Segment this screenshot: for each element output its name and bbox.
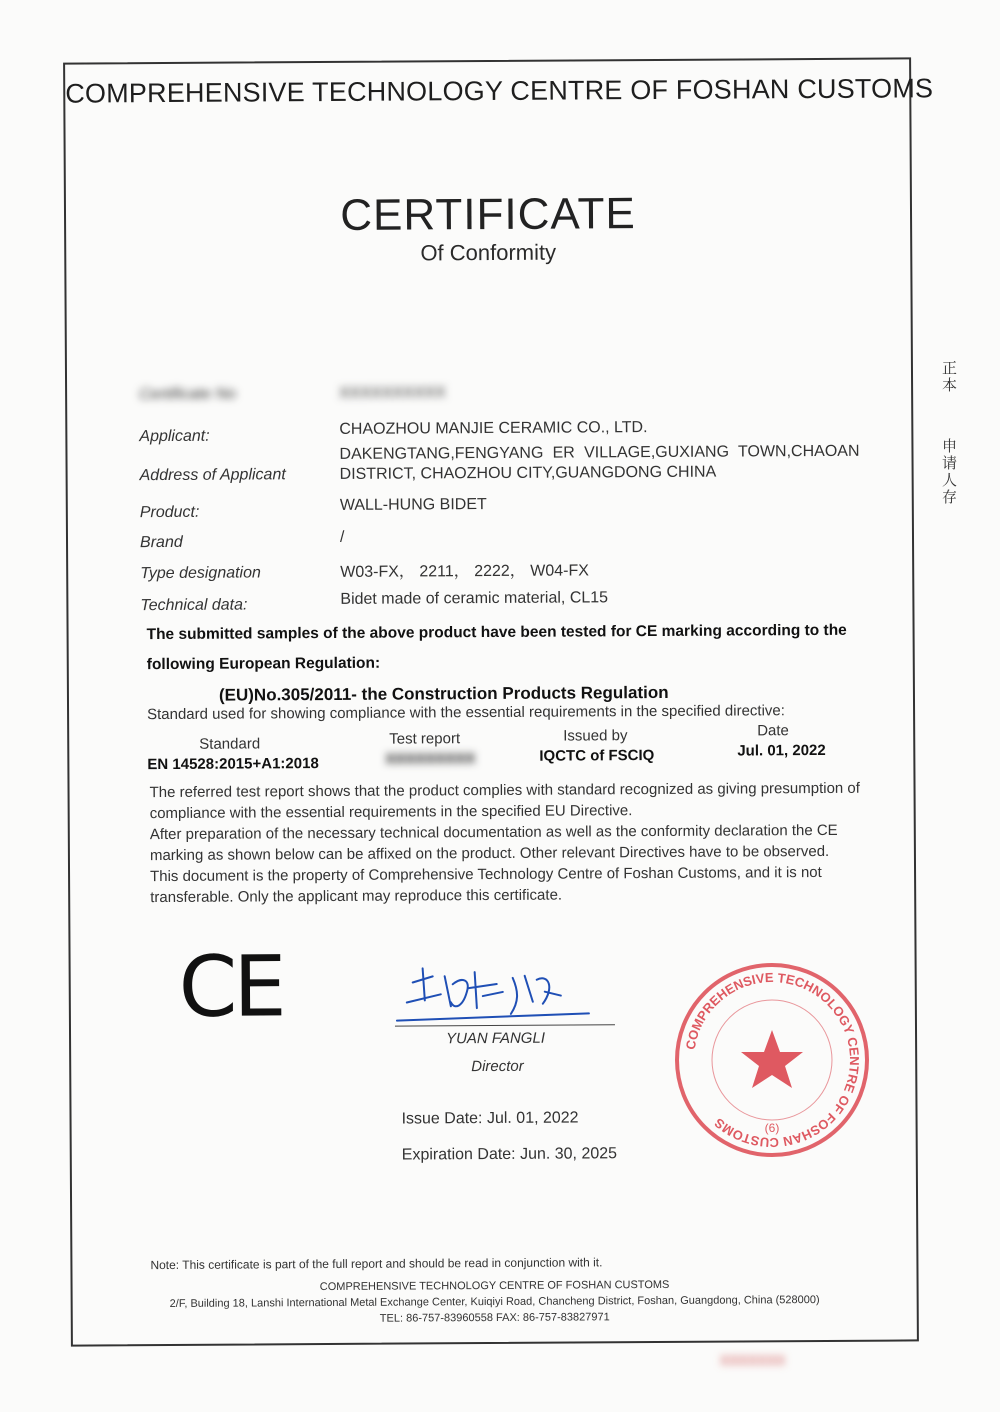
- paragraph-1: The referred test report shows that the product complies with standard recognized as giving presumption of compliance with the essential requirements in the specified EU Directive.: [149, 779, 860, 823]
- official-stamp: [672, 960, 872, 1160]
- certificate-title: CERTIFICATE: [340, 189, 636, 240]
- standard-value: EN 14528:2015+A1:2018: [147, 755, 319, 774]
- side-mark-applicant-copy: 申请人存: [940, 438, 958, 506]
- col-date-header: Date: [757, 722, 789, 740]
- signer-role: Director: [471, 1057, 524, 1076]
- product-label: Product:: [139, 503, 200, 522]
- address-label: Address of Applicant: [139, 466, 286, 485]
- side-mark-original: 正本: [940, 360, 958, 394]
- certificate-no-label: Certificate No: [139, 385, 237, 404]
- signature-line: [395, 1024, 615, 1026]
- brand-label: Brand: [139, 533, 183, 552]
- expiration-date: Expiration Date: Jun. 30, 2025: [401, 1145, 618, 1164]
- product-value: WALL-HUNG BIDET: [339, 496, 487, 514]
- applicant-label: Applicant:: [139, 427, 210, 446]
- footer-contact: TEL: 86-757-83960558 FAX: 86-757-83827971: [379, 1311, 610, 1325]
- issue-date: Issue Date: Jul. 01, 2022: [401, 1109, 579, 1128]
- paragraph-3: This document is the property of Comprehensive Technology Centre of Foshan Customs, and it is not transferable. Only the applicant may reproduce this certificate.: [150, 863, 822, 907]
- technical-label: Technical data:: [140, 596, 248, 615]
- date-value: Jul. 01, 2022: [737, 741, 826, 760]
- col-issued-header: Issued by: [563, 727, 628, 745]
- col-standard-header: Standard: [199, 735, 261, 753]
- test-statement: The submitted samples of the above product have been tested for CE marking according to the following European Regulation:: [146, 621, 847, 674]
- bottom-serial: XXXXXXX: [720, 1352, 786, 1368]
- standard-note: Standard used for showing compliance with the essential requirements in the specified directive:: [147, 702, 785, 724]
- ce-mark: CE: [178, 937, 283, 1036]
- type-value: W03-FX， 2211， 2222， W04-FX: [340, 562, 589, 581]
- svg-text:COMPREHENSIVE TECHNOLOGY CENTR: COMPREHENSIVE TECHNOLOGY CENTRE OF FOSHAN CUSTOMS: [682, 969, 863, 1151]
- footer-org: COMPREHENSIVE TECHNOLOGY CENTRE OF FOSHAN CUSTOMS: [319, 1278, 670, 1294]
- type-label: Type designation: [140, 564, 261, 583]
- col-report-header: Test report: [389, 730, 461, 748]
- applicant-value: CHAOZHOU MANJIE CERAMIC CO., LTD.: [339, 419, 648, 438]
- signature-image: [393, 961, 593, 1026]
- certificate-subtitle: Of Conformity: [420, 239, 557, 266]
- certificate-no-value: XXXXXXXXXX: [339, 384, 446, 402]
- technical-value: Bidet made of ceramic material, CL15: [340, 589, 609, 608]
- address-value: DAKENGTANG,FENGYANG ER VILLAGE,GUXIANG TOWN,CHAOAN DISTRICT, CHAOZHOU CITY,GUANGDONG CHINA: [339, 442, 860, 483]
- svg-text:(6): (6): [764, 1121, 780, 1135]
- issued-value: IQCTC of FSCIQ: [539, 747, 655, 765]
- signer-name: YUAN FANGLI: [446, 1029, 546, 1048]
- footer-address: 2/F, Building 18, Lanshi International Metal Exchange Center, Kuiqiyi Road, Chancheng District, Foshan, Guangdong, China (528000): [169, 1294, 820, 1310]
- paragraph-2: After preparation of the necessary technical documentation as well as the conformity declaration the CE marking as shown below can be affixed on the product. Other relevant Directives have to be observed.: [149, 821, 838, 865]
- issuer-header: COMPREHENSIVE TECHNOLOGY CENTRE OF FOSHAN CUSTOMS: [65, 73, 934, 109]
- brand-value: /: [339, 528, 345, 546]
- report-value: XXXXXXXXX: [385, 750, 476, 768]
- footer-note: Note: This certificate is part of the full report and should be read in conjunction with it.: [150, 1255, 603, 1273]
- regulation: (EU)No.305/2011- the Construction Products Regulation: [218, 682, 669, 705]
